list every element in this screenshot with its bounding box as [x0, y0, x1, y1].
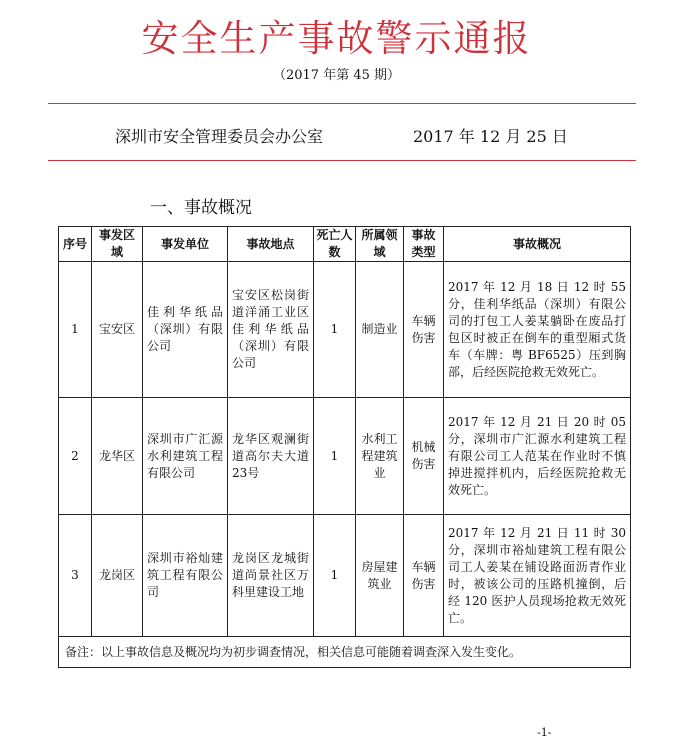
note-row	[59, 637, 631, 668]
row-summary: 2017 年 12 月 21 日 20 时 05 分，深圳市广汇源水利建筑工程有限公司工人范某在作业时不慎掉进搅拌机内，后经医院抢救无效死亡。	[444, 398, 631, 515]
header-company: 事发单位	[143, 227, 228, 262]
section-heading: 一、事故概况	[150, 198, 252, 218]
table-row	[59, 262, 631, 398]
row-type: 车辆伤害	[404, 515, 444, 637]
red-rule-top	[48, 103, 636, 104]
header-no: 序号	[59, 227, 92, 262]
row-field: 房屋建筑业	[356, 515, 404, 637]
row-field: 水利工程建筑业	[356, 398, 404, 515]
row-location: 龙华区观澜街道高尔夫大道23号	[228, 398, 314, 515]
row-field: 制造业	[356, 262, 404, 398]
row-summary: 2017 年 12 月 18 日 12 时 55 分，佳利华纸品（深圳）有限公司的打包工人姜某躺卧在废品打包区时被正在倒车的重型厢式货车（车牌：粤 BF6525）压到胸部，后经医院抢救无效死亡。	[444, 262, 631, 398]
row-type: 机械伤害	[404, 398, 444, 515]
table-header-row	[59, 227, 631, 262]
row-district: 宝安区	[92, 262, 143, 398]
row-deaths: 1	[314, 262, 356, 398]
header-deaths: 死亡人数	[314, 227, 356, 262]
row-deaths: 1	[314, 398, 356, 515]
row-district: 龙华区	[92, 398, 143, 515]
row-no: 1	[59, 262, 92, 398]
row-location: 宝安区松岗街道洋涌工业区佳利华纸品（深圳）有限公司	[228, 262, 314, 398]
header-location: 事故地点	[228, 227, 314, 262]
issuing-office: 深圳市安全管理委员会办公室	[115, 127, 324, 146]
row-district: 龙岗区	[92, 515, 143, 637]
row-no: 3	[59, 515, 92, 637]
red-rule-bottom	[48, 160, 636, 161]
accident-table	[58, 226, 631, 668]
issue-number: （2017 年第 45 期）	[272, 68, 401, 83]
table-row	[59, 398, 631, 515]
header-district: 事发区域	[92, 227, 143, 262]
page-number: -1-	[537, 726, 552, 739]
issue-date: 2017 年 12 月 25 日	[413, 127, 568, 146]
row-company: 佳利华纸品（深圳）有限公司	[143, 262, 228, 398]
notice-title: 安全生产事故警示通报	[141, 17, 532, 60]
table-note: 备注：以上事故信息及概况均为初步调查情况，相关信息可能随着调查深入发生变化。	[59, 637, 631, 668]
row-location: 龙岗区龙城街道尚景社区万科里建设工地	[228, 515, 314, 637]
table-row	[59, 515, 631, 637]
row-deaths: 1	[314, 515, 356, 637]
header-type: 事故类型	[404, 227, 444, 262]
row-summary: 2017 年 12 月 21 日 11 时 30 分，深圳市裕灿建筑工程有限公司工人姜某在铺设路面沥青作业时，被该公司的压路机撞倒，后经 120 医护人员现场抢救无效死亡。	[444, 515, 631, 637]
row-company: 深圳市广汇源水利建筑工程有限公司	[143, 398, 228, 515]
header-field: 所属领域	[356, 227, 404, 262]
header-summary: 事故概况	[444, 227, 631, 262]
row-no: 2	[59, 398, 92, 515]
row-type: 车辆伤害	[404, 262, 444, 398]
row-company: 深圳市裕灿建筑工程有限公司	[143, 515, 228, 637]
